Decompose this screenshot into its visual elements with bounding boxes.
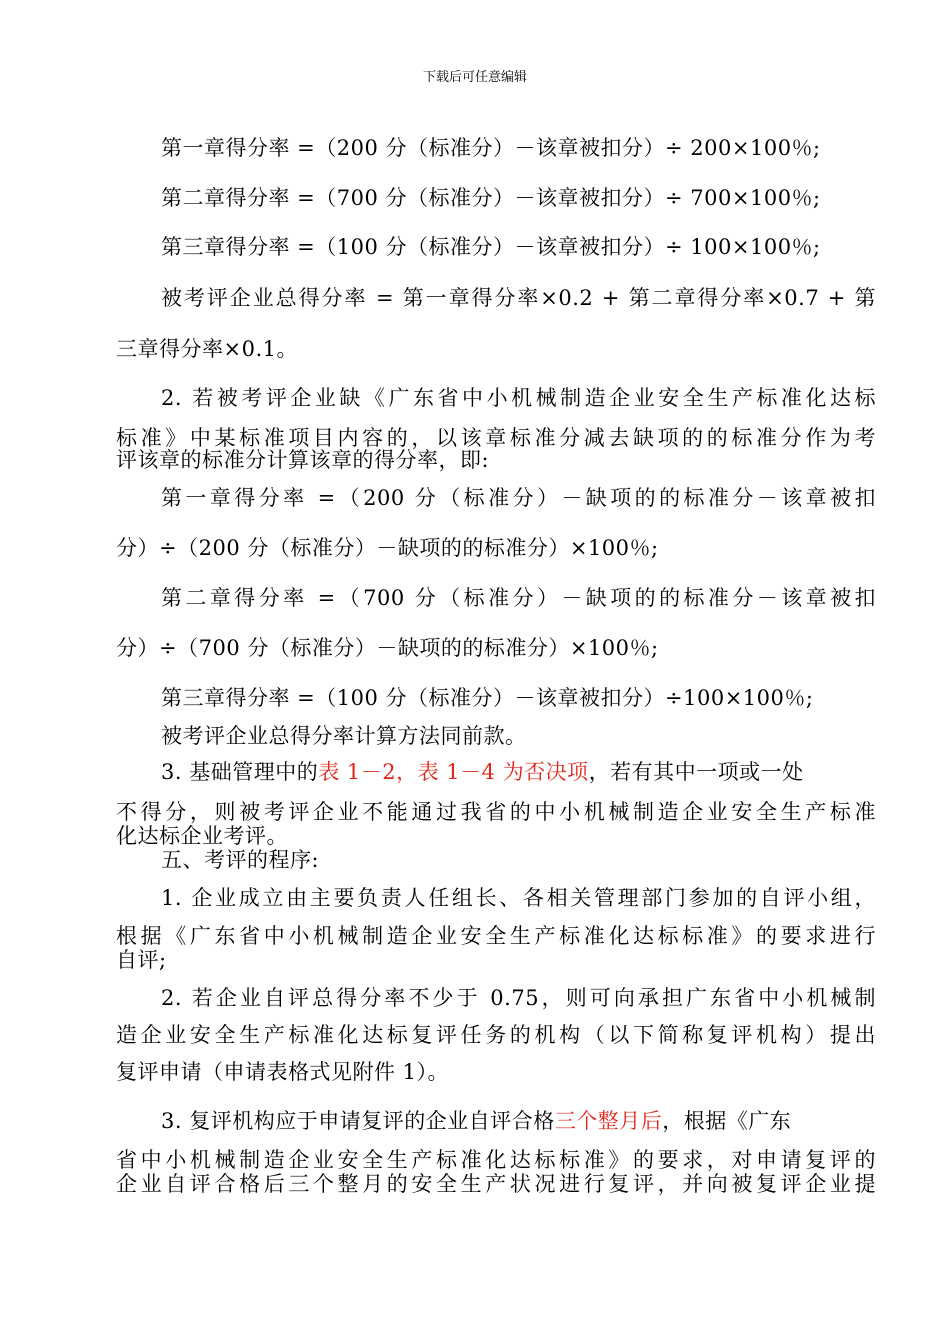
- formula-missing-chapter-1-b: 分）÷（200 分（标准分）－缺项的的标准分）×100％;: [116, 536, 659, 560]
- total-rate-same-method: 被考评企业总得分率计算方法同前款。: [161, 724, 527, 748]
- step-3-line-2: 省中小机械制造企业安全生产标准化达标标准》的要求，对申请复评的: [116, 1148, 876, 1172]
- item-3-line-2: 不得分，则被考评企业不能通过我省的中小机械制造企业安全生产标准: [116, 800, 876, 824]
- page-header: 下载后可任意编辑: [422, 70, 527, 85]
- formula-missing-chapter-1-a: 第一章得分率 =（200 分（标准分）－缺项的的标准分－该章被扣: [161, 486, 876, 510]
- three-months-highlight: 三个整月后: [554, 1109, 663, 1133]
- step-1-line-3: 自评;: [116, 948, 167, 972]
- step-3-line-1: [161, 1107, 876, 1135]
- formula-chapter-1: 第一章得分率 =（200 分（标准分）－该章被扣分）÷ 200×100％;: [161, 136, 821, 160]
- step-3-line-3: 企业自评合格后三个整月的安全生产状况进行复评，并向被复评企业提: [116, 1172, 876, 1196]
- item-2-line-3: 评该章的标准分计算该章的得分率，即:: [116, 448, 490, 472]
- formula-missing-chapter-2-a: 第二章得分率 =（700 分（标准分）－缺项的的标准分－该章被扣: [161, 586, 876, 610]
- section-5-heading: 五、考评的程序:: [161, 848, 320, 872]
- item-3-line-3: 化达标企业考评。: [116, 824, 288, 848]
- item-2-line-1: 2. 若被考评企业缺《广东省中小机械制造企业安全生产标准化达标: [161, 386, 876, 410]
- total-rate-line-1: 被考评企业总得分率 = 第一章得分率×0.2 + 第二章得分率×0.7 + 第: [161, 286, 876, 310]
- item-2-line-2: 标准》中某标准项目内容的，以该章标准分减去缺项的的标准分作为考: [116, 426, 876, 450]
- step-3-text-c: ，根据《广东: [662, 1109, 792, 1133]
- item-3-text-c: ，若有其中一项或一处: [588, 760, 804, 784]
- total-rate-line-2: 三章得分率×0.1。: [116, 337, 298, 361]
- item-3-line-1: [161, 758, 876, 786]
- step-2-line-2: 造企业安全生产标准化达标复评任务的机构（以下简称复评机构）提出: [116, 1023, 876, 1047]
- step-3-text-a: 3. 复评机构应于申请复评的企业自评合格: [161, 1109, 555, 1133]
- formula-missing-chapter-2-b: 分）÷（700 分（标准分）－缺项的的标准分）×100％;: [116, 636, 659, 660]
- step-1-line-2: 根据《广东省中小机械制造企业安全生产标准化达标标准》的要求进行: [116, 924, 876, 948]
- step-2-line-3: 复评申请（申请表格式见附件 1）。: [116, 1060, 450, 1084]
- formula-missing-chapter-3: 第三章得分率 =（100 分（标准分）－该章被扣分）÷100×100％;: [161, 686, 814, 710]
- step-2-line-1: 2. 若企业自评总得分率不少于 0.75，则可向承担广东省中小机械制: [161, 986, 876, 1010]
- formula-chapter-2: 第二章得分率 =（700 分（标准分）－该章被扣分）÷ 700×100％;: [161, 186, 821, 210]
- veto-items-highlight: 表 1－2，表 1－4 为否决项: [318, 760, 589, 784]
- item-3-text-a: 3. 基础管理中的: [161, 760, 319, 784]
- step-1-line-1: 1. 企业成立由主要负责人任组长、各相关管理部门参加的自评小组，: [161, 886, 876, 910]
- formula-chapter-3: 第三章得分率 =（100 分（标准分）－该章被扣分）÷ 100×100％;: [161, 235, 821, 259]
